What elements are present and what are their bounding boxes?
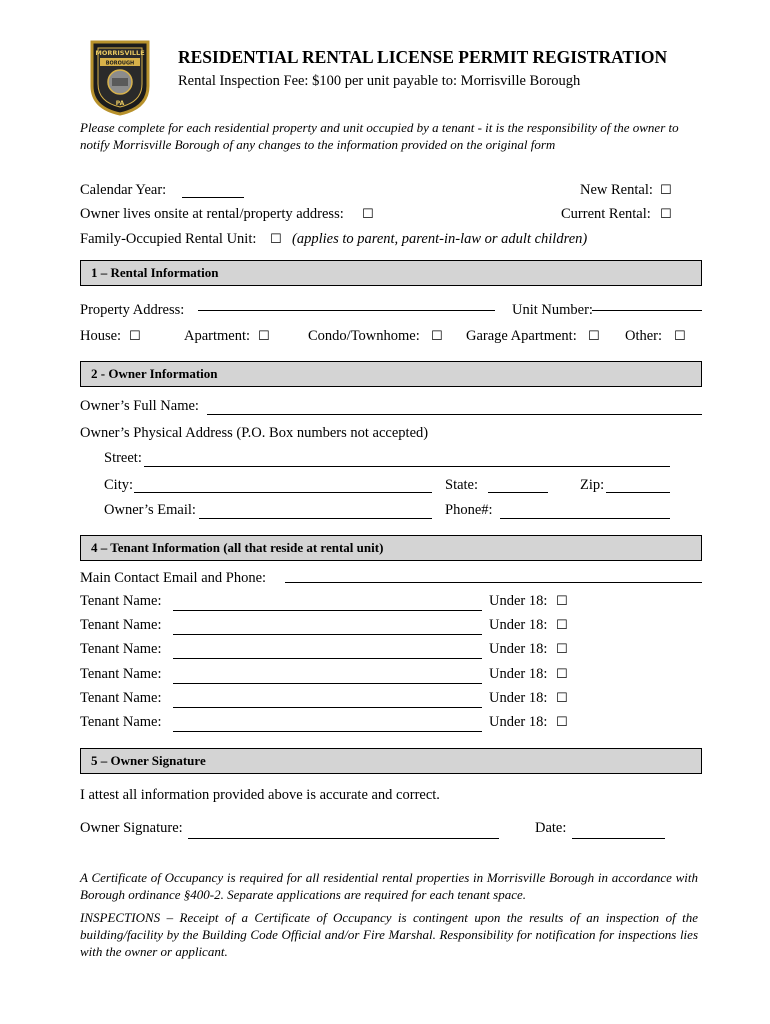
current-rental-label: Current Rental: [561, 206, 651, 222]
family-occupied-note: (applies to parent, parent-in-law or adult children) [292, 231, 588, 247]
type-apartment-label: Apartment: [184, 328, 251, 344]
type-other-label: Other: [625, 328, 663, 344]
owner-physical-address-label: Owner’s Physical Address (P.O. Box numbers not accepted) [80, 425, 429, 441]
tenant-name-label: Tenant Name: [80, 714, 162, 730]
date-input[interactable] [572, 838, 665, 839]
property-address-label: Property Address: [80, 302, 185, 318]
owner-full-name-label: Owner’s Full Name: [80, 398, 199, 414]
type-garage-apartment-label: Garage Apartment: [466, 328, 577, 344]
under-18-checkbox[interactable]: ☐ [556, 618, 568, 633]
owner-signature-input[interactable] [188, 838, 499, 839]
street-input[interactable] [144, 466, 670, 467]
calendar-year-label: Calendar Year: [80, 182, 167, 198]
current-rental-checkbox[interactable]: ☐ [660, 207, 672, 222]
under-18-label: Under 18: [489, 666, 548, 682]
tenant-name-label: Tenant Name: [80, 593, 162, 609]
seal-bottom-text: PA [115, 100, 125, 107]
zip-input[interactable] [606, 492, 670, 493]
under-18-checkbox[interactable]: ☐ [556, 691, 568, 706]
owner-onsite-checkbox[interactable]: ☐ [362, 207, 374, 222]
section-owner-information: 2 - Owner Information [80, 361, 702, 387]
under-18-label: Under 18: [489, 714, 548, 730]
certificate-notice: A Certificate of Occupancy is required for all residential rental properties in Morrisville Borough in accordance with Borough ordinance §400-2. Separate applications are required for each tenant space. [80, 870, 698, 902]
owner-signature-label: Owner Signature: [80, 820, 183, 836]
city-label: City: [104, 477, 134, 493]
seal-top-text: MORRISVILLE [95, 49, 145, 57]
phone-label: Phone#: [445, 502, 493, 518]
owner-email-label: Owner’s Email: [104, 502, 196, 518]
calendar-year-input[interactable] [182, 197, 244, 198]
tenant-name-input[interactable] [173, 634, 482, 635]
unit-number-input[interactable] [592, 310, 702, 311]
type-condo-checkbox[interactable]: ☐ [431, 329, 443, 344]
state-label: State: [445, 477, 479, 493]
type-house-checkbox[interactable]: ☐ [129, 329, 141, 344]
tenant-name-input[interactable] [173, 610, 482, 611]
owner-email-input[interactable] [199, 518, 432, 519]
main-contact-input[interactable] [285, 582, 702, 583]
under-18-checkbox[interactable]: ☐ [556, 715, 568, 730]
family-occupied-checkbox[interactable]: ☐ [270, 232, 282, 247]
unit-number-label: Unit Number: [512, 302, 593, 318]
type-house-label: House: [80, 328, 122, 344]
seal-band-text: BOROUGH [105, 60, 135, 67]
main-contact-label: Main Contact Email and Phone: [80, 570, 267, 586]
state-input[interactable] [488, 492, 548, 493]
type-other-checkbox[interactable]: ☐ [674, 329, 686, 344]
borough-seal-logo [88, 38, 152, 116]
phone-input[interactable] [500, 518, 670, 519]
under-18-label: Under 18: [489, 593, 548, 609]
tenant-name-label: Tenant Name: [80, 690, 162, 706]
tenant-name-label: Tenant Name: [80, 666, 162, 682]
under-18-checkbox[interactable]: ☐ [556, 642, 568, 657]
new-rental-checkbox[interactable]: ☐ [660, 183, 672, 198]
date-label: Date: [535, 820, 567, 836]
under-18-checkbox[interactable]: ☐ [556, 667, 568, 682]
form-title: RESIDENTIAL RENTAL LICENSE PERMIT REGISTRATION [178, 47, 668, 67]
section-owner-signature: 5 – Owner Signature [80, 748, 702, 774]
intro-instructions: Please complete for each residential property and unit occupied by a tenant - it is the responsibility of the owner to notify Morrisville Borough of any changes to the information provided on the original form [80, 120, 679, 152]
tenant-name-input[interactable] [173, 683, 482, 684]
form-subtitle: Rental Inspection Fee: $100 per unit payable to: Morrisville Borough [178, 73, 581, 89]
property-address-input[interactable] [198, 310, 495, 311]
street-label: Street: [104, 450, 142, 466]
tenant-name-input[interactable] [173, 707, 482, 708]
tenant-name-label: Tenant Name: [80, 617, 162, 633]
under-18-checkbox[interactable]: ☐ [556, 594, 568, 609]
under-18-label: Under 18: [489, 617, 548, 633]
tenant-name-input[interactable] [173, 658, 482, 659]
under-18-label: Under 18: [489, 690, 548, 706]
tenant-name-label: Tenant Name: [80, 641, 162, 657]
under-18-label: Under 18: [489, 641, 548, 657]
type-garage-apartment-checkbox[interactable]: ☐ [588, 329, 600, 344]
owner-full-name-input[interactable] [207, 414, 702, 415]
inspections-notice: INSPECTIONS – Receipt of a Certificate of Occupancy is contingent upon the results of an inspection of the building/facility by the Building Code Official and/or Fire Marshal. Responsibility for notification for inspections lies with the owner or applicant. [80, 910, 698, 959]
zip-label: Zip: [580, 477, 605, 493]
type-apartment-checkbox[interactable]: ☐ [258, 329, 270, 344]
tenant-name-input[interactable] [173, 731, 482, 732]
section-tenant-information: 4 – Tenant Information (all that reside at rental unit) [80, 535, 702, 561]
attest-statement: I attest all information provided above is accurate and correct. [80, 787, 440, 803]
section-rental-information: 1 – Rental Information [80, 260, 702, 286]
type-condo-label: Condo/Townhome: [308, 328, 420, 344]
new-rental-label: New Rental: [580, 182, 653, 198]
city-input[interactable] [134, 492, 432, 493]
owner-onsite-label: Owner lives onsite at rental/property address: [80, 206, 344, 222]
family-occupied-label: Family-Occupied Rental Unit: [80, 231, 257, 247]
